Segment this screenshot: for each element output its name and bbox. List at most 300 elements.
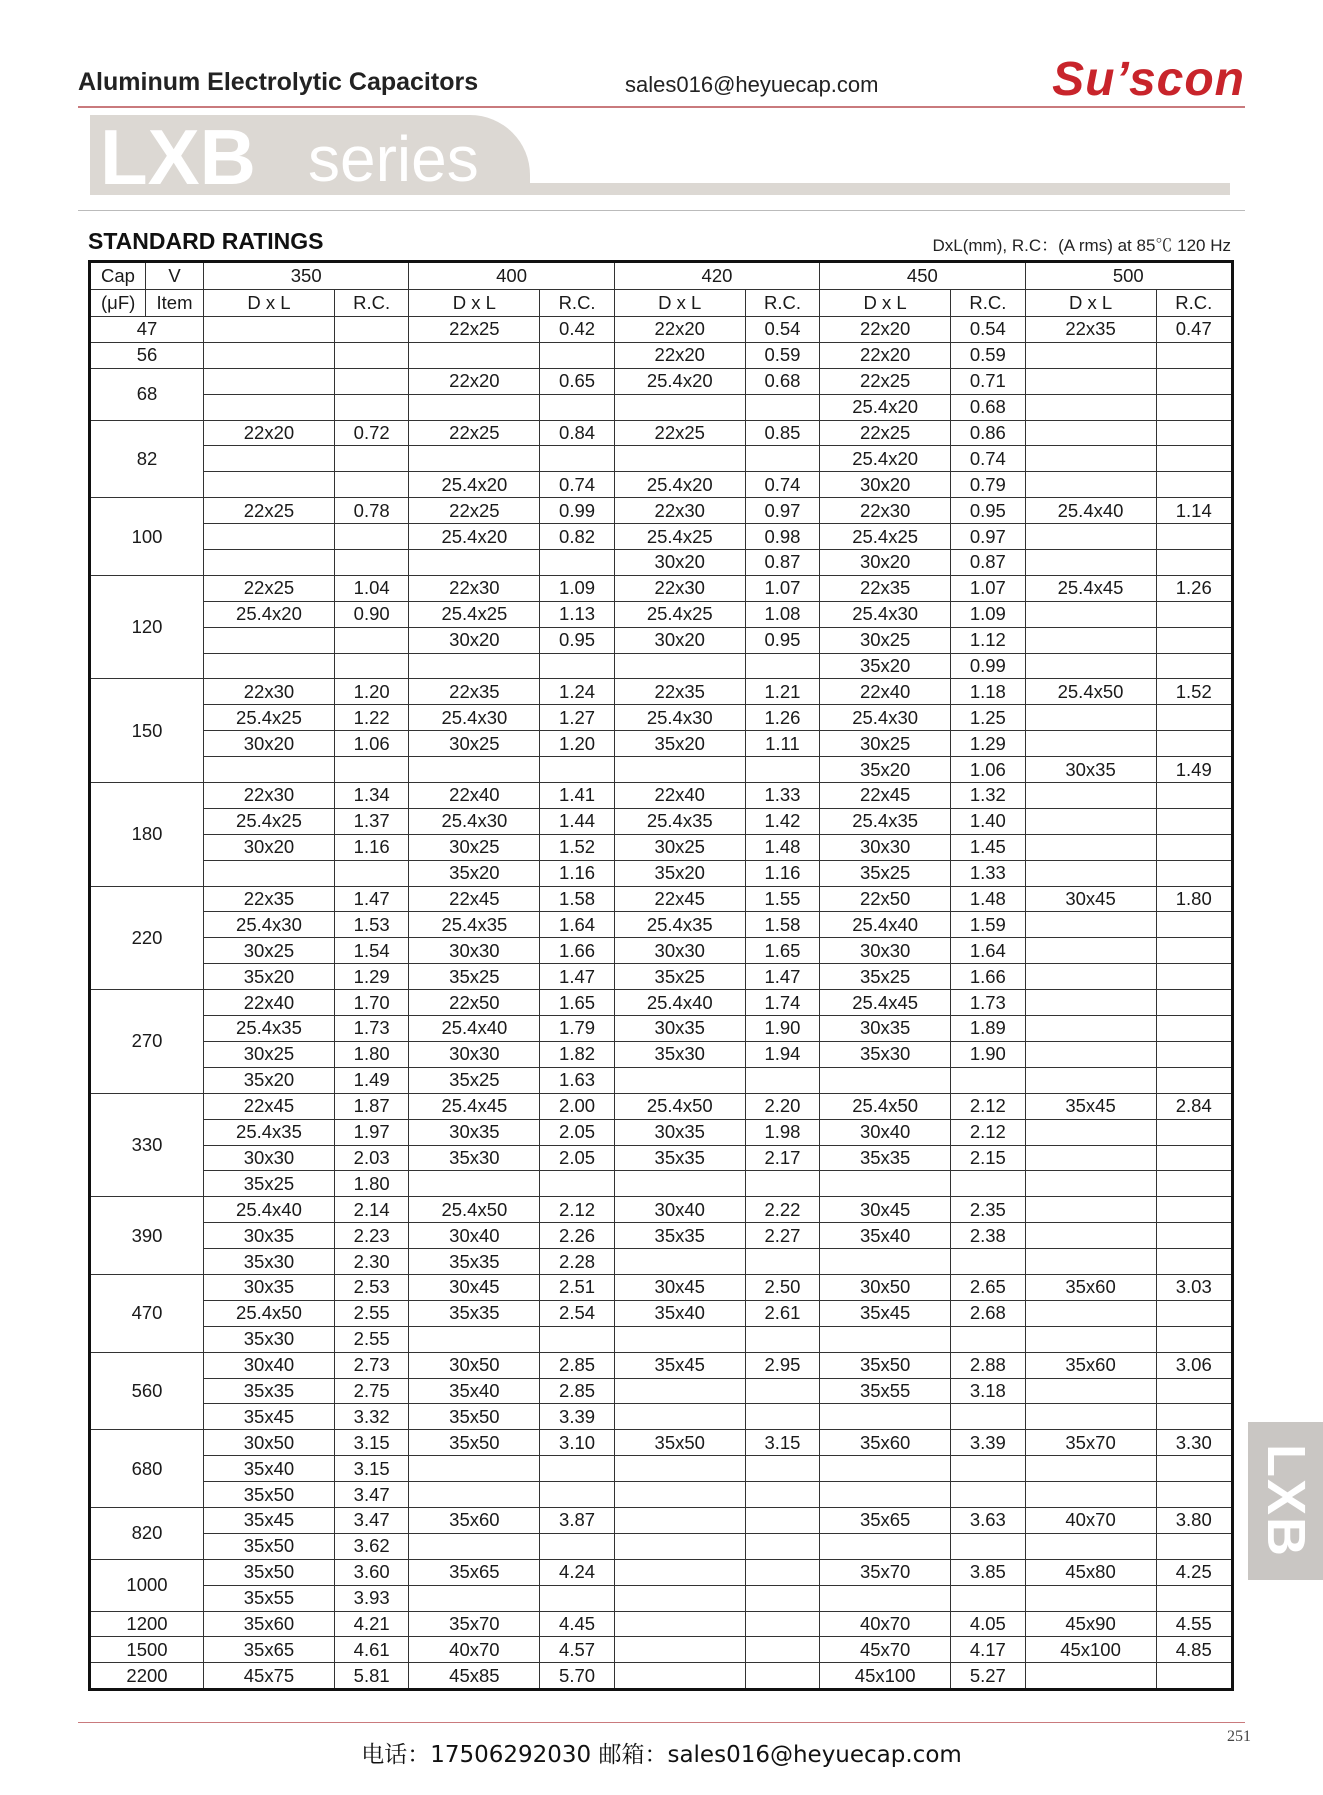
table-row bbox=[90, 1300, 1233, 1326]
rc-cell: 1.09 bbox=[951, 601, 1025, 627]
dxl-cell: 25.4x30 bbox=[409, 808, 540, 834]
dxl-cell: 35x45 bbox=[614, 1352, 745, 1378]
rc-cell bbox=[745, 1611, 819, 1637]
dxl-header: D x L bbox=[614, 290, 745, 317]
dxl-cell: 22x25 bbox=[204, 575, 335, 601]
dxl-cell: 22x20 bbox=[614, 317, 745, 343]
rc-cell: 3.63 bbox=[951, 1507, 1025, 1533]
capacitance-cell: 2200 bbox=[90, 1663, 204, 1690]
rc-cell bbox=[1156, 472, 1232, 498]
dxl-cell: 25.4x50 bbox=[204, 1300, 335, 1326]
dxl-cell bbox=[204, 860, 335, 886]
series-divider bbox=[78, 210, 1245, 211]
rc-cell bbox=[1156, 964, 1232, 990]
dxl-cell: 30x25 bbox=[614, 834, 745, 860]
rc-cell bbox=[745, 1507, 819, 1533]
table-row bbox=[90, 679, 1233, 705]
rc-header: R.C. bbox=[1156, 290, 1232, 317]
rc-cell bbox=[334, 757, 408, 783]
voltage-column-header: 420 bbox=[614, 262, 819, 290]
dxl-cell: 30x35 bbox=[614, 1119, 745, 1145]
dxl-cell bbox=[1025, 1145, 1156, 1171]
dxl-cell: 40x70 bbox=[820, 1611, 951, 1637]
dxl-cell bbox=[614, 1585, 745, 1611]
dxl-cell: 22x20 bbox=[820, 342, 951, 368]
capacitance-cell: 56 bbox=[90, 342, 204, 368]
dxl-cell bbox=[409, 653, 540, 679]
rc-cell: 0.74 bbox=[540, 472, 614, 498]
dxl-cell: 35x60 bbox=[1025, 1352, 1156, 1378]
rc-cell: 1.48 bbox=[745, 834, 819, 860]
rc-cell bbox=[745, 1249, 819, 1275]
dxl-cell: 35x50 bbox=[409, 1430, 540, 1456]
rc-cell: 2.03 bbox=[334, 1145, 408, 1171]
dxl-cell: 25.4x20 bbox=[820, 446, 951, 472]
rc-cell: 1.04 bbox=[334, 575, 408, 601]
rc-cell: 2.14 bbox=[334, 1197, 408, 1223]
dxl-cell bbox=[1025, 1533, 1156, 1559]
dxl-cell: 35x35 bbox=[204, 1378, 335, 1404]
rc-cell: 0.68 bbox=[951, 394, 1025, 420]
rc-cell bbox=[1156, 524, 1232, 550]
rc-cell bbox=[334, 368, 408, 394]
series-side-tab bbox=[1248, 1422, 1323, 1580]
table-row bbox=[90, 1404, 1233, 1430]
capacitance-cell: 100 bbox=[90, 498, 204, 576]
rc-cell: 1.24 bbox=[540, 679, 614, 705]
rc-cell: 1.65 bbox=[540, 990, 614, 1016]
dxl-cell: 30x20 bbox=[614, 550, 745, 576]
voltage-column-header: 500 bbox=[1025, 262, 1232, 290]
rc-cell: 2.17 bbox=[745, 1145, 819, 1171]
rc-cell bbox=[1156, 368, 1232, 394]
rc-cell: 1.82 bbox=[540, 1041, 614, 1067]
rc-cell: 0.59 bbox=[951, 342, 1025, 368]
dxl-cell: 45x85 bbox=[409, 1663, 540, 1690]
dxl-cell: 22x35 bbox=[1025, 317, 1156, 343]
dxl-cell bbox=[1025, 1016, 1156, 1042]
dxl-cell: 30x20 bbox=[820, 550, 951, 576]
dxl-cell: 22x20 bbox=[614, 342, 745, 368]
rc-cell: 1.32 bbox=[951, 783, 1025, 809]
rc-cell: 1.26 bbox=[745, 705, 819, 731]
rc-cell: 2.15 bbox=[951, 1145, 1025, 1171]
table-row bbox=[90, 394, 1233, 420]
rc-cell: 2.73 bbox=[334, 1352, 408, 1378]
table-row bbox=[90, 1507, 1233, 1533]
dxl-cell: 35x40 bbox=[409, 1378, 540, 1404]
rc-cell: 2.51 bbox=[540, 1274, 614, 1300]
dxl-cell: 35x20 bbox=[409, 860, 540, 886]
rc-cell: 1.07 bbox=[745, 575, 819, 601]
footer-divider bbox=[78, 1722, 1245, 1723]
rc-cell bbox=[745, 1404, 819, 1430]
section-title: STANDARD RATINGS bbox=[88, 228, 324, 254]
dxl-cell: 22x30 bbox=[614, 575, 745, 601]
rc-cell bbox=[1156, 627, 1232, 653]
table-row bbox=[90, 1016, 1233, 1042]
dxl-cell: 35x30 bbox=[820, 1041, 951, 1067]
dxl-cell: 30x35 bbox=[614, 1016, 745, 1042]
dxl-cell bbox=[1025, 601, 1156, 627]
dxl-cell bbox=[1025, 394, 1156, 420]
dxl-cell: 25.4x30 bbox=[820, 705, 951, 731]
rc-cell bbox=[1156, 1119, 1232, 1145]
rc-cell bbox=[1156, 1533, 1232, 1559]
rc-cell: 1.29 bbox=[951, 731, 1025, 757]
dxl-cell: 25.4x40 bbox=[820, 912, 951, 938]
dxl-cell: 40x70 bbox=[1025, 1507, 1156, 1533]
dxl-cell: 35x65 bbox=[820, 1507, 951, 1533]
voltage-column-header: 350 bbox=[204, 262, 409, 290]
dxl-cell: 22x25 bbox=[820, 368, 951, 394]
dxl-cell bbox=[1025, 1482, 1156, 1508]
rc-cell bbox=[1156, 1300, 1232, 1326]
dxl-cell: 25.4x35 bbox=[614, 808, 745, 834]
dxl-cell: 22x20 bbox=[409, 368, 540, 394]
dxl-cell: 22x30 bbox=[820, 498, 951, 524]
dxl-cell bbox=[204, 317, 335, 343]
rc-cell bbox=[334, 342, 408, 368]
rc-cell bbox=[1156, 834, 1232, 860]
dxl-cell: 30x45 bbox=[820, 1197, 951, 1223]
dxl-cell: 25.4x20 bbox=[614, 472, 745, 498]
table-row bbox=[90, 808, 1233, 834]
dxl-cell bbox=[204, 368, 335, 394]
rc-cell bbox=[334, 524, 408, 550]
rc-cell: 1.09 bbox=[540, 575, 614, 601]
dxl-cell: 30x30 bbox=[820, 938, 951, 964]
rc-cell: 1.98 bbox=[745, 1119, 819, 1145]
rc-cell bbox=[1156, 1456, 1232, 1482]
rc-cell: 2.84 bbox=[1156, 1093, 1232, 1119]
dxl-cell: 25.4x20 bbox=[820, 394, 951, 420]
dxl-cell: 35x35 bbox=[614, 1145, 745, 1171]
dxl-cell: 45x100 bbox=[1025, 1637, 1156, 1663]
dxl-cell bbox=[614, 446, 745, 472]
dxl-cell bbox=[820, 1456, 951, 1482]
dxl-cell: 25.4x35 bbox=[820, 808, 951, 834]
rc-cell: 1.08 bbox=[745, 601, 819, 627]
dxl-cell bbox=[614, 1482, 745, 1508]
capacitance-cell: 47 bbox=[90, 317, 204, 343]
rc-cell: 0.71 bbox=[951, 368, 1025, 394]
dxl-cell: 35x20 bbox=[204, 1067, 335, 1093]
rc-cell bbox=[951, 1326, 1025, 1352]
dxl-cell: 25.4x50 bbox=[614, 1093, 745, 1119]
rc-cell bbox=[951, 1456, 1025, 1482]
rc-cell bbox=[540, 653, 614, 679]
table-row bbox=[90, 1611, 1233, 1637]
table-row bbox=[90, 627, 1233, 653]
dxl-cell: 22x25 bbox=[409, 498, 540, 524]
rc-cell: 0.85 bbox=[745, 420, 819, 446]
rc-cell: 0.95 bbox=[951, 498, 1025, 524]
dxl-cell: 35x70 bbox=[820, 1559, 951, 1585]
dxl-cell: 30x45 bbox=[614, 1274, 745, 1300]
dxl-cell: 22x40 bbox=[820, 679, 951, 705]
table-row bbox=[90, 1326, 1233, 1352]
dxl-cell bbox=[820, 1482, 951, 1508]
table-row bbox=[90, 1249, 1233, 1275]
rc-cell: 1.47 bbox=[745, 964, 819, 990]
dxl-cell: 30x20 bbox=[204, 834, 335, 860]
dxl-cell: 45x80 bbox=[1025, 1559, 1156, 1585]
table-row bbox=[90, 964, 1233, 990]
rc-cell: 2.28 bbox=[540, 1249, 614, 1275]
rc-cell: 0.99 bbox=[540, 498, 614, 524]
dxl-cell: 30x40 bbox=[614, 1197, 745, 1223]
dxl-cell: 22x30 bbox=[409, 575, 540, 601]
table-row bbox=[90, 575, 1233, 601]
dxl-cell: 22x35 bbox=[820, 575, 951, 601]
rc-cell: 0.74 bbox=[951, 446, 1025, 472]
dxl-cell bbox=[614, 1533, 745, 1559]
rc-cell: 0.42 bbox=[540, 317, 614, 343]
capacitance-cell: 270 bbox=[90, 990, 204, 1094]
table-row bbox=[90, 446, 1233, 472]
rc-cell bbox=[334, 653, 408, 679]
dxl-cell: 22x25 bbox=[820, 420, 951, 446]
capacitance-cell: 180 bbox=[90, 783, 204, 887]
rc-cell: 1.64 bbox=[951, 938, 1025, 964]
dxl-cell: 45x70 bbox=[820, 1637, 951, 1663]
rc-cell: 1.16 bbox=[334, 834, 408, 860]
dxl-cell bbox=[820, 1404, 951, 1430]
rc-cell bbox=[1156, 783, 1232, 809]
header-row-voltage bbox=[90, 262, 1233, 290]
dxl-cell: 25.4x25 bbox=[820, 524, 951, 550]
rc-cell: 4.57 bbox=[540, 1637, 614, 1663]
rc-cell bbox=[1156, 1016, 1232, 1042]
rc-cell: 1.58 bbox=[745, 912, 819, 938]
table-row bbox=[90, 1093, 1233, 1119]
rc-cell bbox=[1156, 420, 1232, 446]
rc-cell: 1.07 bbox=[951, 575, 1025, 601]
rc-cell bbox=[745, 1326, 819, 1352]
rc-cell: 0.59 bbox=[745, 342, 819, 368]
rc-cell: 1.52 bbox=[540, 834, 614, 860]
rc-cell bbox=[1156, 860, 1232, 886]
dxl-cell: 25.4x35 bbox=[204, 1016, 335, 1042]
dxl-cell bbox=[614, 1404, 745, 1430]
dxl-cell bbox=[1025, 653, 1156, 679]
dxl-cell: 22x25 bbox=[409, 420, 540, 446]
dxl-cell bbox=[1025, 808, 1156, 834]
dxl-cell: 35x30 bbox=[409, 1145, 540, 1171]
rc-cell: 1.89 bbox=[951, 1016, 1025, 1042]
dxl-cell bbox=[204, 342, 335, 368]
rc-cell bbox=[1156, 1171, 1232, 1197]
rc-cell bbox=[334, 472, 408, 498]
rc-cell bbox=[334, 550, 408, 576]
rc-cell: 1.37 bbox=[334, 808, 408, 834]
rc-cell: 1.53 bbox=[334, 912, 408, 938]
rc-cell: 2.00 bbox=[540, 1093, 614, 1119]
rc-header: R.C. bbox=[951, 290, 1025, 317]
dxl-cell: 35x45 bbox=[204, 1507, 335, 1533]
rc-cell bbox=[1156, 1197, 1232, 1223]
dxl-cell: 35x30 bbox=[614, 1041, 745, 1067]
rc-cell: 3.85 bbox=[951, 1559, 1025, 1585]
rc-cell bbox=[745, 394, 819, 420]
table-row bbox=[90, 860, 1233, 886]
page-number: 251 bbox=[1227, 1728, 1251, 1745]
dxl-cell: 25.4x45 bbox=[1025, 575, 1156, 601]
dxl-cell: 35x35 bbox=[409, 1300, 540, 1326]
dxl-cell: 35x60 bbox=[820, 1430, 951, 1456]
table-row bbox=[90, 938, 1233, 964]
rc-cell bbox=[745, 1067, 819, 1093]
dxl-cell: 22x30 bbox=[614, 498, 745, 524]
dxl-cell bbox=[409, 1585, 540, 1611]
dxl-cell bbox=[204, 472, 335, 498]
dxl-cell: 25.4x25 bbox=[204, 705, 335, 731]
dxl-cell: 35x25 bbox=[409, 964, 540, 990]
rc-cell: 2.38 bbox=[951, 1223, 1025, 1249]
rc-cell: 1.12 bbox=[951, 627, 1025, 653]
dxl-cell: 25.4x45 bbox=[409, 1093, 540, 1119]
dxl-cell: 30x35 bbox=[820, 1016, 951, 1042]
dxl-cell: 25.4x40 bbox=[614, 990, 745, 1016]
dxl-cell: 25.4x20 bbox=[614, 368, 745, 394]
standard-ratings-table bbox=[88, 260, 1234, 1691]
rc-cell: 1.55 bbox=[745, 886, 819, 912]
rc-cell: 1.14 bbox=[1156, 498, 1232, 524]
capacitance-cell: 1000 bbox=[90, 1559, 204, 1611]
dxl-cell: 25.4x40 bbox=[409, 1016, 540, 1042]
dxl-cell: 25.4x40 bbox=[204, 1197, 335, 1223]
rc-cell bbox=[1156, 1326, 1232, 1352]
dxl-cell bbox=[820, 1585, 951, 1611]
rc-cell bbox=[1156, 808, 1232, 834]
dxl-cell bbox=[614, 757, 745, 783]
rc-cell: 3.10 bbox=[540, 1430, 614, 1456]
rc-cell: 1.20 bbox=[334, 679, 408, 705]
rc-cell: 2.61 bbox=[745, 1300, 819, 1326]
rc-cell: 4.21 bbox=[334, 1611, 408, 1637]
dxl-cell: 35x25 bbox=[409, 1067, 540, 1093]
rc-cell: 0.54 bbox=[951, 317, 1025, 343]
table-row bbox=[90, 601, 1233, 627]
rc-header: R.C. bbox=[745, 290, 819, 317]
dxl-cell bbox=[1025, 1067, 1156, 1093]
dxl-cell bbox=[204, 446, 335, 472]
table-row bbox=[90, 1456, 1233, 1482]
dxl-cell: 35x65 bbox=[409, 1559, 540, 1585]
dxl-cell bbox=[614, 1067, 745, 1093]
table-row bbox=[90, 1533, 1233, 1559]
rc-cell: 1.11 bbox=[745, 731, 819, 757]
rc-cell bbox=[1156, 990, 1232, 1016]
rc-cell: 4.85 bbox=[1156, 1637, 1232, 1663]
rc-cell: 2.23 bbox=[334, 1223, 408, 1249]
rc-cell bbox=[951, 1482, 1025, 1508]
rc-cell: 3.18 bbox=[951, 1378, 1025, 1404]
rc-cell: 3.47 bbox=[334, 1482, 408, 1508]
dxl-cell bbox=[409, 342, 540, 368]
rc-cell: 0.84 bbox=[540, 420, 614, 446]
rc-cell bbox=[1156, 550, 1232, 576]
rc-cell: 1.65 bbox=[745, 938, 819, 964]
item-header: Item bbox=[146, 290, 204, 317]
rc-cell: 1.06 bbox=[334, 731, 408, 757]
rc-cell: 0.68 bbox=[745, 368, 819, 394]
table-row bbox=[90, 550, 1233, 576]
rc-cell: 0.95 bbox=[540, 627, 614, 653]
dxl-cell bbox=[1025, 1585, 1156, 1611]
table-row bbox=[90, 317, 1233, 343]
table-row bbox=[90, 705, 1233, 731]
dxl-cell: 25.4x50 bbox=[409, 1197, 540, 1223]
table-row bbox=[90, 990, 1233, 1016]
dxl-cell: 35x60 bbox=[409, 1507, 540, 1533]
capacitance-cell: 82 bbox=[90, 420, 204, 498]
dxl-cell: 35x35 bbox=[409, 1249, 540, 1275]
rc-cell: 1.90 bbox=[745, 1016, 819, 1042]
dxl-cell bbox=[614, 1507, 745, 1533]
rc-cell: 1.94 bbox=[745, 1041, 819, 1067]
dxl-cell: 35x45 bbox=[204, 1404, 335, 1430]
dxl-cell: 22x45 bbox=[820, 783, 951, 809]
dxl-cell: 25.4x35 bbox=[409, 912, 540, 938]
dxl-cell bbox=[614, 1663, 745, 1690]
dxl-cell: 30x20 bbox=[614, 627, 745, 653]
rc-cell: 1.97 bbox=[334, 1119, 408, 1145]
rc-cell bbox=[540, 1533, 614, 1559]
rc-cell: 0.47 bbox=[1156, 317, 1232, 343]
dxl-cell bbox=[1025, 342, 1156, 368]
rc-cell: 5.70 bbox=[540, 1663, 614, 1690]
rc-cell bbox=[540, 1171, 614, 1197]
table-row bbox=[90, 653, 1233, 679]
rc-cell: 3.15 bbox=[334, 1430, 408, 1456]
dxl-cell: 35x20 bbox=[614, 860, 745, 886]
rc-cell bbox=[540, 757, 614, 783]
rc-cell: 5.27 bbox=[951, 1663, 1025, 1690]
dxl-cell bbox=[1025, 627, 1156, 653]
dxl-cell: 22x50 bbox=[409, 990, 540, 1016]
table-row bbox=[90, 1585, 1233, 1611]
capacitance-cell: 1500 bbox=[90, 1637, 204, 1663]
dxl-cell: 22x20 bbox=[820, 317, 951, 343]
rc-cell bbox=[745, 1533, 819, 1559]
dxl-cell: 30x50 bbox=[204, 1430, 335, 1456]
rc-cell: 2.12 bbox=[951, 1119, 1025, 1145]
capacitance-cell: 120 bbox=[90, 575, 204, 679]
dxl-cell: 35x35 bbox=[820, 1145, 951, 1171]
rc-cell: 1.80 bbox=[334, 1041, 408, 1067]
dxl-cell bbox=[409, 1533, 540, 1559]
rc-cell: 2.50 bbox=[745, 1274, 819, 1300]
rc-cell: 0.72 bbox=[334, 420, 408, 446]
rc-cell bbox=[334, 446, 408, 472]
rc-cell bbox=[1156, 601, 1232, 627]
dxl-cell: 25.4x50 bbox=[1025, 679, 1156, 705]
table-row bbox=[90, 1430, 1233, 1456]
rc-cell bbox=[540, 1482, 614, 1508]
table-row bbox=[90, 1482, 1233, 1508]
table-row bbox=[90, 1274, 1233, 1300]
header-email[interactable]: sales016@heyuecap.com bbox=[625, 72, 879, 97]
rc-cell: 1.45 bbox=[951, 834, 1025, 860]
dxl-cell bbox=[614, 1249, 745, 1275]
rc-cell bbox=[1156, 1378, 1232, 1404]
capacitance-cell: 820 bbox=[90, 1507, 204, 1559]
table-row bbox=[90, 1197, 1233, 1223]
rc-cell: 1.27 bbox=[540, 705, 614, 731]
dxl-cell bbox=[409, 550, 540, 576]
